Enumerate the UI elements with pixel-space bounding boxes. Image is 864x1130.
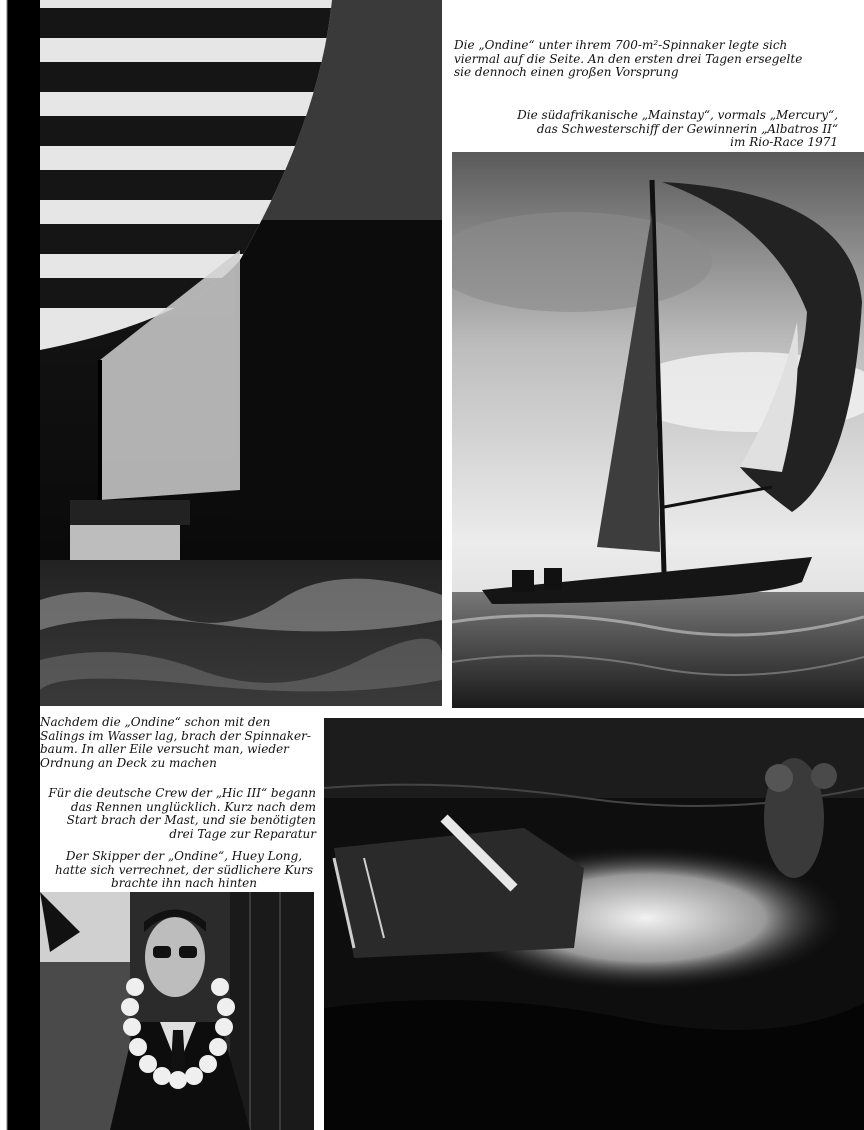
page-binding-edge bbox=[0, 0, 40, 1130]
caption-mainstay: Die südafrikanische „Mainstay“, vormals „Mercury“, das Schwesterschiff der Gewinnerin „Albatros II“ im Rio-Race 1971 bbox=[517, 108, 838, 149]
caption-hic-iii: Für die deutsche Crew der „Hic III“ begann das Rennen unglücklich. Kurz nach dem Start brach der Mast, und sie benötigten drei Tage zur Reparatur bbox=[48, 786, 316, 841]
huey-long-portrait-photo bbox=[40, 892, 314, 1130]
caption-ondine-knockdown: Nachdem die „Ondine“ schon mit den Salings im Wasser lag, brach der Spinnaker- baum. In aller Eile versucht man, wieder Ordnung an Deck zu machen bbox=[40, 715, 311, 770]
caption-skipper: Der Skipper der „Ondine“, Huey Long, hatte sich verrechnet, der südlichere Kurs brachte ihn nach hinten bbox=[55, 849, 313, 890]
mainstay-sailing-photo bbox=[452, 152, 864, 708]
caption-ondine-spinnaker: Die „Ondine“ unter ihrem 700-m²-Spinnaker legte sich viermal auf die Seite. An den ersten drei Tagen ersegelte sie dennoch einen großen Vorsprung bbox=[454, 38, 803, 79]
ondine-spinnaker-photo bbox=[40, 0, 442, 706]
ondine-deck-photo bbox=[324, 718, 864, 1130]
